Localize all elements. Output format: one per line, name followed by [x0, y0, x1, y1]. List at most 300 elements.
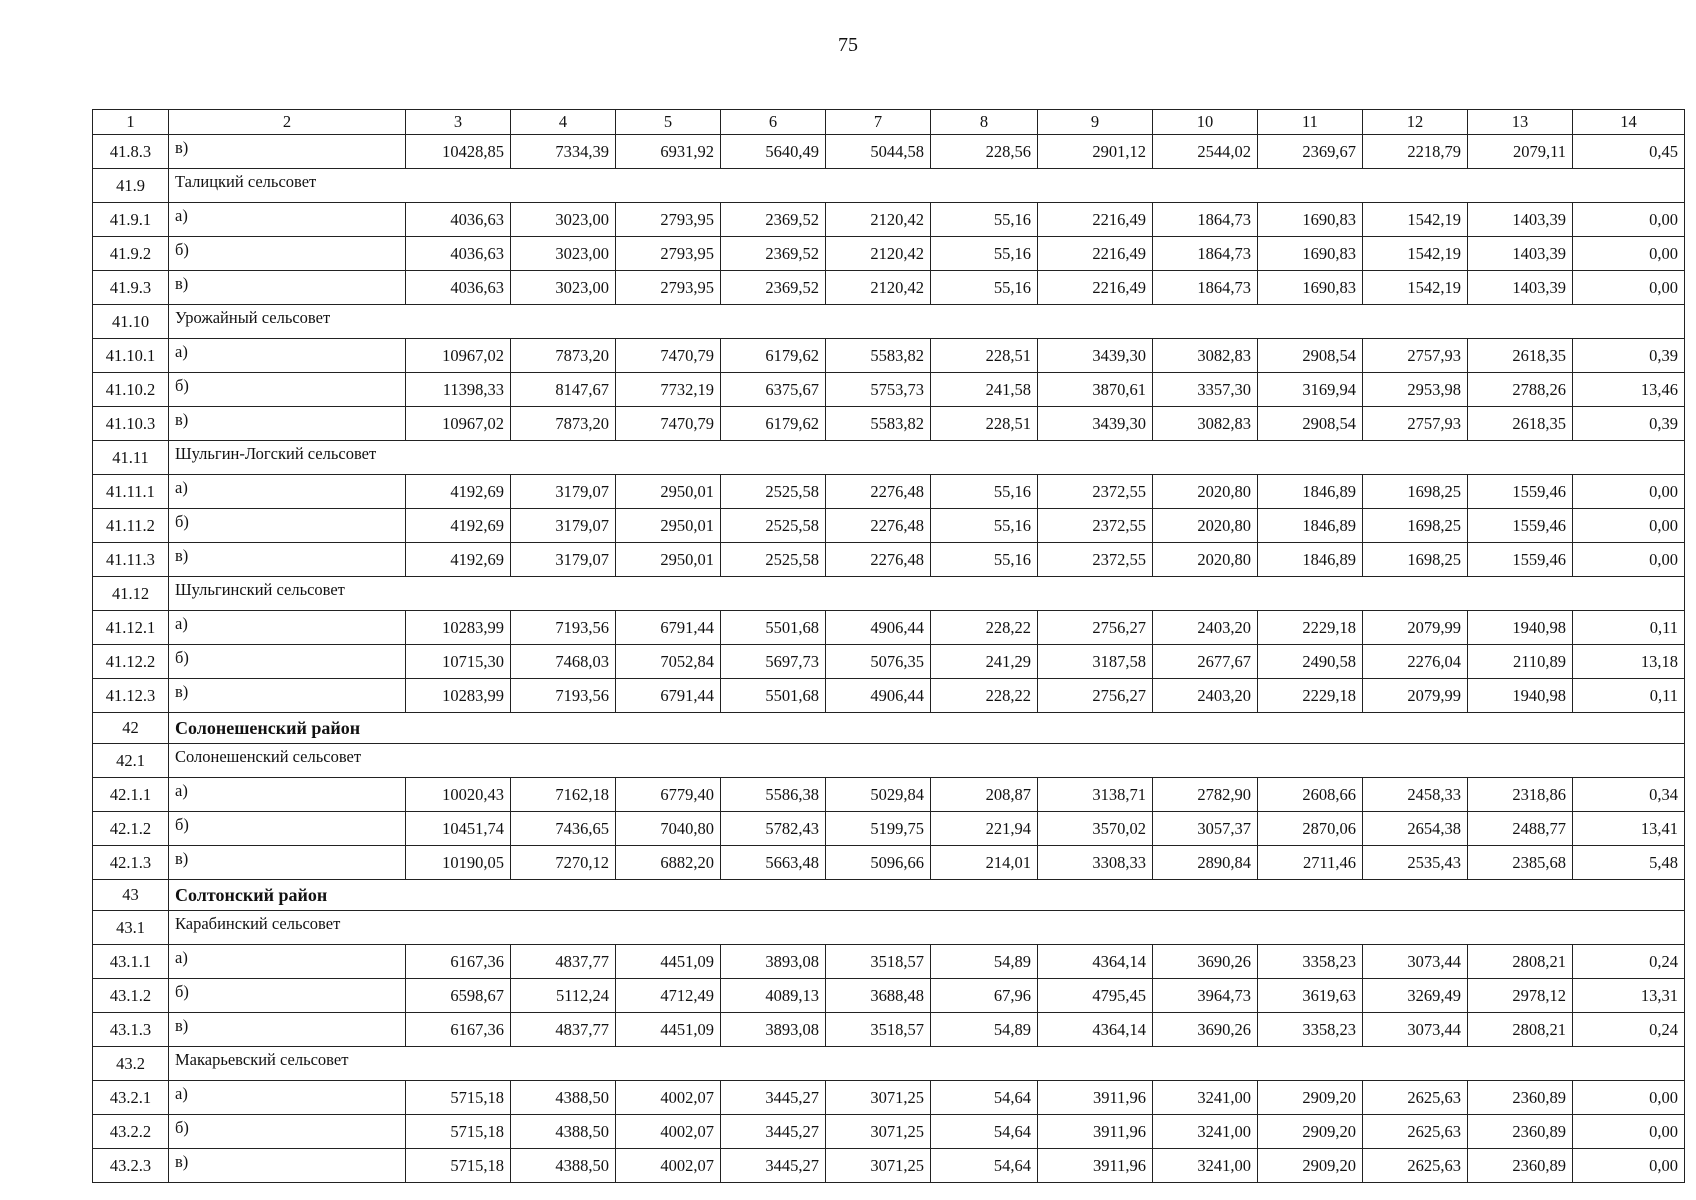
- value-cell: 0,00: [1573, 1115, 1685, 1149]
- option-label: в): [169, 846, 406, 880]
- value-cell: 11398,33: [406, 373, 511, 407]
- table-row: [93, 1081, 1685, 1115]
- value-cell: 3570,02: [1038, 812, 1153, 846]
- value-cell: 2625,63: [1363, 1081, 1468, 1115]
- value-cell: 13,18: [1573, 645, 1685, 679]
- value-cell: 6598,67: [406, 979, 511, 1013]
- option-label: в): [169, 543, 406, 577]
- value-cell: 2369,52: [721, 203, 826, 237]
- column-header: 3: [406, 110, 511, 135]
- row-code: 41.9.1: [93, 203, 169, 237]
- value-cell: 2276,48: [826, 475, 931, 509]
- value-cell: 2788,26: [1468, 373, 1573, 407]
- value-cell: 5782,43: [721, 812, 826, 846]
- column-header: 2: [169, 110, 406, 135]
- value-cell: 4192,69: [406, 509, 511, 543]
- value-cell: 2360,89: [1468, 1115, 1573, 1149]
- value-cell: 2654,38: [1363, 812, 1468, 846]
- value-cell: 3439,30: [1038, 407, 1153, 441]
- value-cell: 0,45: [1573, 135, 1685, 169]
- settlement-title: Макарьевский сельсовет: [169, 1047, 1685, 1081]
- value-cell: 5096,66: [826, 846, 931, 880]
- value-cell: 5029,84: [826, 778, 931, 812]
- value-cell: 4837,77: [511, 945, 616, 979]
- value-cell: 3269,49: [1363, 979, 1468, 1013]
- value-cell: 5112,24: [511, 979, 616, 1013]
- option-label: а): [169, 475, 406, 509]
- value-cell: 1940,98: [1468, 611, 1573, 645]
- value-cell: 2403,20: [1153, 679, 1258, 713]
- value-cell: 2808,21: [1468, 945, 1573, 979]
- table-row: [93, 1115, 1685, 1149]
- value-cell: 1846,89: [1258, 543, 1363, 577]
- settlement-row: [93, 305, 1685, 339]
- value-cell: 2525,58: [721, 475, 826, 509]
- row-code: 41.9.2: [93, 237, 169, 271]
- value-cell: 2372,55: [1038, 475, 1153, 509]
- row-code: 41.10.2: [93, 373, 169, 407]
- value-cell: 5715,18: [406, 1115, 511, 1149]
- value-cell: 1864,73: [1153, 271, 1258, 305]
- value-cell: 3057,37: [1153, 812, 1258, 846]
- value-cell: 7040,80: [616, 812, 721, 846]
- value-cell: 2372,55: [1038, 543, 1153, 577]
- value-cell: 3241,00: [1153, 1115, 1258, 1149]
- value-cell: 55,16: [931, 237, 1038, 271]
- value-cell: 2782,90: [1153, 778, 1258, 812]
- value-cell: 2525,58: [721, 509, 826, 543]
- value-cell: 3073,44: [1363, 945, 1468, 979]
- value-cell: 3082,83: [1153, 339, 1258, 373]
- row-code: 41.12.1: [93, 611, 169, 645]
- row-code: 42.1.1: [93, 778, 169, 812]
- row-code: 42: [93, 713, 169, 744]
- row-code: 41.9.3: [93, 271, 169, 305]
- settlement-row: [93, 169, 1685, 203]
- row-code: 43: [93, 880, 169, 911]
- value-cell: 2372,55: [1038, 509, 1153, 543]
- value-cell: 1690,83: [1258, 271, 1363, 305]
- option-label: в): [169, 1013, 406, 1047]
- value-cell: 4192,69: [406, 475, 511, 509]
- value-cell: 7436,65: [511, 812, 616, 846]
- settlement-title: Солонешенский сельсовет: [169, 744, 1685, 778]
- column-header: 5: [616, 110, 721, 135]
- value-cell: 2369,52: [721, 271, 826, 305]
- value-cell: 3439,30: [1038, 339, 1153, 373]
- table-row: [93, 979, 1685, 1013]
- value-cell: 7468,03: [511, 645, 616, 679]
- value-cell: 5697,73: [721, 645, 826, 679]
- value-cell: 3071,25: [826, 1149, 931, 1183]
- row-code: 43.2.2: [93, 1115, 169, 1149]
- column-header: 9: [1038, 110, 1153, 135]
- value-cell: 5501,68: [721, 611, 826, 645]
- value-cell: 2953,98: [1363, 373, 1468, 407]
- value-cell: 5715,18: [406, 1081, 511, 1115]
- value-cell: 2403,20: [1153, 611, 1258, 645]
- value-cell: 3518,57: [826, 1013, 931, 1047]
- value-cell: 55,16: [931, 271, 1038, 305]
- row-code: 41.11.2: [93, 509, 169, 543]
- value-cell: 1846,89: [1258, 509, 1363, 543]
- row-code: 41.11: [93, 441, 169, 475]
- value-cell: 6931,92: [616, 135, 721, 169]
- value-cell: 3071,25: [826, 1081, 931, 1115]
- value-cell: 2216,49: [1038, 271, 1153, 305]
- value-cell: 0,24: [1573, 945, 1685, 979]
- value-cell: 6179,62: [721, 339, 826, 373]
- settlement-title: Шульгин-Логский сельсовет: [169, 441, 1685, 475]
- value-cell: 3893,08: [721, 945, 826, 979]
- row-code: 43.1.2: [93, 979, 169, 1013]
- value-cell: 1864,73: [1153, 203, 1258, 237]
- table-row: [93, 339, 1685, 373]
- table-row: [93, 237, 1685, 271]
- value-cell: 2276,04: [1363, 645, 1468, 679]
- district-row: [93, 880, 1685, 911]
- table-row: [93, 543, 1685, 577]
- settlement-row: [93, 441, 1685, 475]
- value-cell: 3023,00: [511, 271, 616, 305]
- row-code: 41.12.3: [93, 679, 169, 713]
- value-cell: 4089,13: [721, 979, 826, 1013]
- value-cell: 1690,83: [1258, 237, 1363, 271]
- value-cell: 4002,07: [616, 1115, 721, 1149]
- row-code: 41.11.3: [93, 543, 169, 577]
- value-cell: 2360,89: [1468, 1149, 1573, 1183]
- value-cell: 3073,44: [1363, 1013, 1468, 1047]
- value-cell: 0,00: [1573, 475, 1685, 509]
- value-cell: 4451,09: [616, 945, 721, 979]
- value-cell: 4906,44: [826, 679, 931, 713]
- value-cell: 5,48: [1573, 846, 1685, 880]
- option-label: а): [169, 339, 406, 373]
- value-cell: 241,29: [931, 645, 1038, 679]
- value-cell: 13,31: [1573, 979, 1685, 1013]
- column-header: 12: [1363, 110, 1468, 135]
- value-cell: 2793,95: [616, 203, 721, 237]
- row-code: 43.2: [93, 1047, 169, 1081]
- settlement-row: [93, 744, 1685, 778]
- value-cell: 1559,46: [1468, 543, 1573, 577]
- table-row: [93, 135, 1685, 169]
- value-cell: 2458,33: [1363, 778, 1468, 812]
- row-code: 41.8.3: [93, 135, 169, 169]
- row-code: 43.1: [93, 911, 169, 945]
- column-header: 14: [1573, 110, 1685, 135]
- value-cell: 2120,42: [826, 203, 931, 237]
- column-header: 4: [511, 110, 616, 135]
- value-cell: 6779,40: [616, 778, 721, 812]
- value-cell: 2625,63: [1363, 1115, 1468, 1149]
- district-row: [93, 713, 1685, 744]
- value-cell: 7470,79: [616, 407, 721, 441]
- value-cell: 2110,89: [1468, 645, 1573, 679]
- row-code: 41.12.2: [93, 645, 169, 679]
- value-cell: 2625,63: [1363, 1149, 1468, 1183]
- option-label: б): [169, 645, 406, 679]
- value-cell: 0,24: [1573, 1013, 1685, 1047]
- value-cell: 2218,79: [1363, 135, 1468, 169]
- value-cell: 4451,09: [616, 1013, 721, 1047]
- value-cell: 0,00: [1573, 1149, 1685, 1183]
- table-row: [93, 679, 1685, 713]
- value-cell: 0,00: [1573, 203, 1685, 237]
- value-cell: 3179,07: [511, 509, 616, 543]
- value-cell: 54,64: [931, 1149, 1038, 1183]
- value-cell: 2870,06: [1258, 812, 1363, 846]
- value-cell: 3690,26: [1153, 1013, 1258, 1047]
- value-cell: 7052,84: [616, 645, 721, 679]
- value-cell: 5586,38: [721, 778, 826, 812]
- value-cell: 0,00: [1573, 509, 1685, 543]
- value-cell: 2079,99: [1363, 611, 1468, 645]
- value-cell: 6882,20: [616, 846, 721, 880]
- value-cell: 10020,43: [406, 778, 511, 812]
- value-cell: 214,01: [931, 846, 1038, 880]
- settlement-row: [93, 577, 1685, 611]
- value-cell: 208,87: [931, 778, 1038, 812]
- value-cell: 3082,83: [1153, 407, 1258, 441]
- value-cell: 7732,19: [616, 373, 721, 407]
- value-cell: 241,58: [931, 373, 1038, 407]
- row-code: 42.1.2: [93, 812, 169, 846]
- row-code: 43.2.1: [93, 1081, 169, 1115]
- row-code: 41.10.1: [93, 339, 169, 373]
- value-cell: 10428,85: [406, 135, 511, 169]
- value-cell: 3518,57: [826, 945, 931, 979]
- row-code: 42.1.3: [93, 846, 169, 880]
- option-label: а): [169, 778, 406, 812]
- column-header: 6: [721, 110, 826, 135]
- value-cell: 3445,27: [721, 1081, 826, 1115]
- value-cell: 5715,18: [406, 1149, 511, 1183]
- value-cell: 2950,01: [616, 509, 721, 543]
- value-cell: 2369,52: [721, 237, 826, 271]
- value-cell: 3023,00: [511, 237, 616, 271]
- value-cell: 7873,20: [511, 339, 616, 373]
- value-cell: 7193,56: [511, 611, 616, 645]
- value-cell: 2757,93: [1363, 339, 1468, 373]
- table-row: [93, 407, 1685, 441]
- value-cell: 2950,01: [616, 475, 721, 509]
- value-cell: 2608,66: [1258, 778, 1363, 812]
- value-cell: 3893,08: [721, 1013, 826, 1047]
- value-cell: 7270,12: [511, 846, 616, 880]
- row-code: 43.2.3: [93, 1149, 169, 1183]
- value-cell: 3241,00: [1153, 1149, 1258, 1183]
- row-code: 43.1.3: [93, 1013, 169, 1047]
- value-cell: 7193,56: [511, 679, 616, 713]
- value-cell: 1698,25: [1363, 543, 1468, 577]
- value-cell: 10967,02: [406, 407, 511, 441]
- value-cell: 10190,05: [406, 846, 511, 880]
- value-cell: 0,39: [1573, 407, 1685, 441]
- value-cell: 2535,43: [1363, 846, 1468, 880]
- column-header: 10: [1153, 110, 1258, 135]
- value-cell: 55,16: [931, 203, 1038, 237]
- option-label: а): [169, 203, 406, 237]
- column-header: 13: [1468, 110, 1573, 135]
- value-cell: 4036,63: [406, 237, 511, 271]
- option-label: а): [169, 611, 406, 645]
- value-cell: 2901,12: [1038, 135, 1153, 169]
- value-cell: 5663,48: [721, 846, 826, 880]
- value-cell: 4002,07: [616, 1081, 721, 1115]
- value-cell: 55,16: [931, 509, 1038, 543]
- value-cell: 4388,50: [511, 1081, 616, 1115]
- value-cell: 2793,95: [616, 271, 721, 305]
- value-cell: 3619,63: [1258, 979, 1363, 1013]
- value-cell: 54,64: [931, 1115, 1038, 1149]
- value-cell: 4036,63: [406, 203, 511, 237]
- row-code: 43.1.1: [93, 945, 169, 979]
- value-cell: 2229,18: [1258, 611, 1363, 645]
- tariff-table: [92, 109, 1685, 1183]
- district-title: Солтонский район: [169, 880, 1685, 911]
- page-number: 75: [838, 34, 858, 56]
- value-cell: 5753,73: [826, 373, 931, 407]
- value-cell: 1542,19: [1363, 271, 1468, 305]
- column-header: 8: [931, 110, 1038, 135]
- value-cell: 228,51: [931, 407, 1038, 441]
- table-row: [93, 645, 1685, 679]
- value-cell: 1403,39: [1468, 271, 1573, 305]
- value-cell: 3169,94: [1258, 373, 1363, 407]
- settlement-row: [93, 1047, 1685, 1081]
- value-cell: 6179,62: [721, 407, 826, 441]
- value-cell: 54,89: [931, 945, 1038, 979]
- value-cell: 5583,82: [826, 339, 931, 373]
- value-cell: 1542,19: [1363, 203, 1468, 237]
- value-cell: 10715,30: [406, 645, 511, 679]
- value-cell: 4712,49: [616, 979, 721, 1013]
- value-cell: 5640,49: [721, 135, 826, 169]
- value-cell: 1864,73: [1153, 237, 1258, 271]
- value-cell: 0,34: [1573, 778, 1685, 812]
- table-row: [93, 1149, 1685, 1183]
- column-header: 7: [826, 110, 931, 135]
- value-cell: 4388,50: [511, 1115, 616, 1149]
- value-cell: 4002,07: [616, 1149, 721, 1183]
- value-cell: 1698,25: [1363, 509, 1468, 543]
- value-cell: 2020,80: [1153, 475, 1258, 509]
- table-row: [93, 611, 1685, 645]
- district-title: Солонешенский район: [169, 713, 1685, 744]
- value-cell: 2950,01: [616, 543, 721, 577]
- option-label: б): [169, 1115, 406, 1149]
- option-label: в): [169, 407, 406, 441]
- value-cell: 228,22: [931, 679, 1038, 713]
- value-cell: 1403,39: [1468, 237, 1573, 271]
- option-label: в): [169, 271, 406, 305]
- value-cell: 3358,23: [1258, 945, 1363, 979]
- value-cell: 0,00: [1573, 237, 1685, 271]
- value-cell: 5076,35: [826, 645, 931, 679]
- value-cell: 2677,67: [1153, 645, 1258, 679]
- value-cell: 5044,58: [826, 135, 931, 169]
- option-label: б): [169, 979, 406, 1013]
- value-cell: 2276,48: [826, 509, 931, 543]
- value-cell: 228,22: [931, 611, 1038, 645]
- value-cell: 0,39: [1573, 339, 1685, 373]
- settlement-title: Урожайный сельсовет: [169, 305, 1685, 339]
- value-cell: 1559,46: [1468, 509, 1573, 543]
- value-cell: 6791,44: [616, 611, 721, 645]
- value-cell: 3187,58: [1038, 645, 1153, 679]
- value-cell: 13,46: [1573, 373, 1685, 407]
- value-cell: 2079,11: [1468, 135, 1573, 169]
- value-cell: 3911,96: [1038, 1081, 1153, 1115]
- value-cell: 3445,27: [721, 1115, 826, 1149]
- row-code: 41.10.3: [93, 407, 169, 441]
- value-cell: 1690,83: [1258, 203, 1363, 237]
- table-row: [93, 945, 1685, 979]
- value-cell: 7162,18: [511, 778, 616, 812]
- column-header: 1: [93, 110, 169, 135]
- value-cell: 5501,68: [721, 679, 826, 713]
- value-cell: 3690,26: [1153, 945, 1258, 979]
- value-cell: 8147,67: [511, 373, 616, 407]
- value-cell: 4388,50: [511, 1149, 616, 1183]
- settlement-title: Карабинский сельсовет: [169, 911, 1685, 945]
- value-cell: 4795,45: [1038, 979, 1153, 1013]
- value-cell: 4364,14: [1038, 1013, 1153, 1047]
- value-cell: 10283,99: [406, 611, 511, 645]
- value-cell: 3023,00: [511, 203, 616, 237]
- value-cell: 2756,27: [1038, 611, 1153, 645]
- value-cell: 0,00: [1573, 1081, 1685, 1115]
- value-cell: 2490,58: [1258, 645, 1363, 679]
- value-cell: 1559,46: [1468, 475, 1573, 509]
- table-body: [93, 110, 1685, 1183]
- value-cell: 2079,99: [1363, 679, 1468, 713]
- value-cell: 54,89: [931, 1013, 1038, 1047]
- value-cell: 1698,25: [1363, 475, 1468, 509]
- table-row: [93, 812, 1685, 846]
- value-cell: 2276,48: [826, 543, 931, 577]
- value-cell: 54,64: [931, 1081, 1038, 1115]
- value-cell: 3179,07: [511, 475, 616, 509]
- option-label: а): [169, 1081, 406, 1115]
- value-cell: 2908,54: [1258, 407, 1363, 441]
- value-cell: 3964,73: [1153, 979, 1258, 1013]
- value-cell: 2488,77: [1468, 812, 1573, 846]
- value-cell: 228,56: [931, 135, 1038, 169]
- value-cell: 2318,86: [1468, 778, 1573, 812]
- value-cell: 2908,54: [1258, 339, 1363, 373]
- table-row: [93, 846, 1685, 880]
- value-cell: 1403,39: [1468, 203, 1573, 237]
- value-cell: 2020,80: [1153, 509, 1258, 543]
- value-cell: 2711,46: [1258, 846, 1363, 880]
- value-cell: 4837,77: [511, 1013, 616, 1047]
- value-cell: 2216,49: [1038, 237, 1153, 271]
- table-row: [93, 203, 1685, 237]
- value-cell: 3358,23: [1258, 1013, 1363, 1047]
- option-label: б): [169, 237, 406, 271]
- table-row: [93, 778, 1685, 812]
- value-cell: 3911,96: [1038, 1115, 1153, 1149]
- value-cell: 3071,25: [826, 1115, 931, 1149]
- value-cell: 10451,74: [406, 812, 511, 846]
- value-cell: 2909,20: [1258, 1149, 1363, 1183]
- value-cell: 2808,21: [1468, 1013, 1573, 1047]
- value-cell: 5199,75: [826, 812, 931, 846]
- value-cell: 5583,82: [826, 407, 931, 441]
- header-row: [93, 110, 1685, 135]
